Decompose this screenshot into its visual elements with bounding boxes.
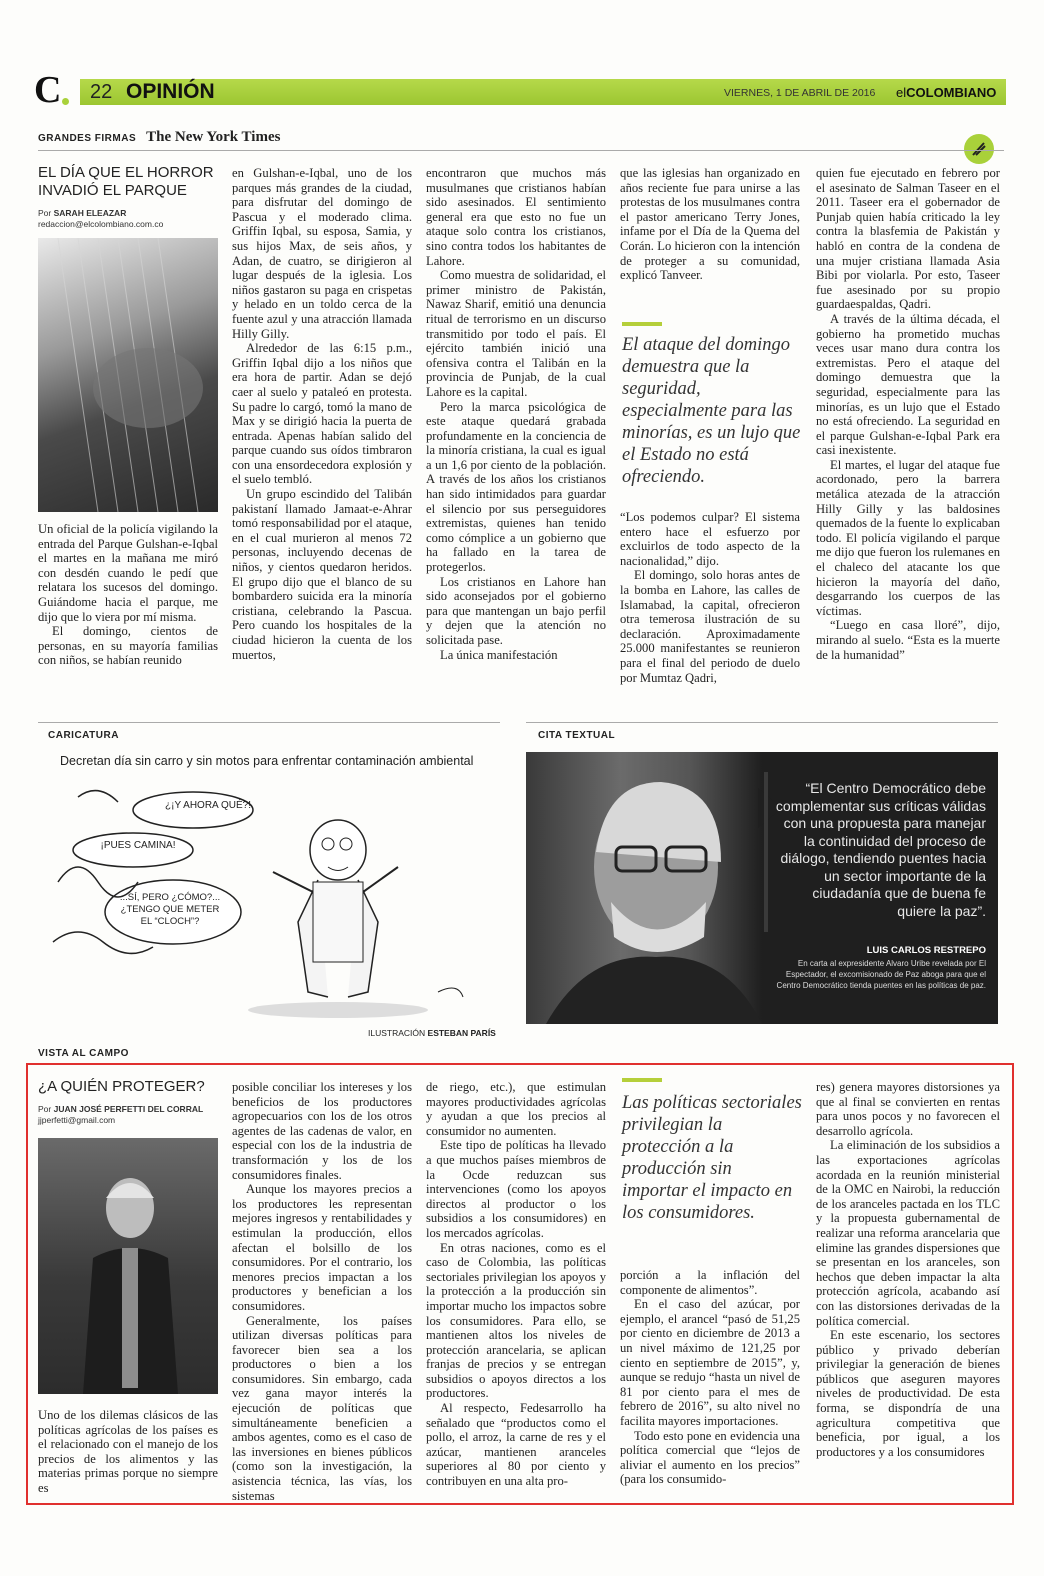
paragraph: Un oficial de la policía vigilando la entrada del Parque Gulshan-e-Iqbal el martes en la mañana me miró con desdén cuando le pedí que relatara los sucesos del domingo. Guiándome hacia el parque, me dijo que lo viera por mí misma.	[38, 522, 218, 624]
restrepo-portrait	[526, 752, 762, 1024]
quote-text: “El Centro Democrático debe complementar sus críticas válidas con una propuesta para manejar la continuidad del proceso de diálogo, tendiendo puentes hacia un sector importante de la ciudadanía que de buena fe quiere la paz”.	[775, 780, 986, 919]
page-number: 22	[90, 81, 113, 103]
bubble-text-2: ¡PUES CAMINA!	[100, 840, 176, 851]
paragraph: Este tipo de políticas ha llevado a que muchos países miembros de la Ocde reduzcan sus intervenciones (como los apoyos directos al productor o los subsidios a los consumidores) en los mercados agrícolas.	[426, 1138, 606, 1240]
byline-author: SARAH ELEAZAR	[53, 208, 127, 218]
paper-name	[896, 85, 996, 100]
bottom-col-5	[816, 1080, 1000, 1459]
bottom-headline: ¿A QUIÉN PROTEGER?	[38, 1078, 205, 1095]
paragraph: Todo esto pone en evidencia una política comercial que “lejos de aliviar el aumento en los precios” (para los consumido-	[620, 1428, 800, 1487]
paragraph: La eliminación de los subsidios a las exportaciones agrícolas acordada en la reunión ministerial de la OMC en Nairobi, la reducción de los aranceles pactada en los TLC y la propuesta gubernamental de realizar una reforma arancelaria que elimine las grandes dispersiones que se presentan en los aranceles, son hechos que deben impactar la alta protección agrícola, acabando así con las distorsiones derivadas de la política comercial.	[816, 1138, 1000, 1328]
mid-rule-left	[38, 722, 500, 723]
paragraph: quien fue ejecutado en febrero por el asesinato de Salman Taseer en el 2011. Taseer era el gobernador de Punjab quien había criticado la ley contra la blasfemia de Pakistán y habló en contra de la condena de una mujer cristiana llamada Asia Bibi por violarla. Por esto, Taseer fue asesinado por su propio guardaespaldas, Qadri.	[816, 166, 1000, 312]
caricature-label: CARICATURA	[48, 730, 119, 741]
paragraph: que las iglesias han organizado en años reciente fue para unirse a las protestas de los musulmanes contra el pastor americano Terry Jones, infame por el Día de la Quema del Corán. Lo hicieron con la intención de proteger a su comunidad, explicó Tanveer.	[620, 166, 800, 283]
pull-quote-rule	[622, 1078, 662, 1082]
paper-prefix: el	[896, 85, 907, 100]
partner-logo: The New York Times	[146, 129, 281, 145]
section-title: OPINIÓN	[126, 80, 215, 103]
byline-email: jjperfetti@gmail.com	[38, 1115, 116, 1125]
paragraph: En este escenario, los sectores público y privado deberían privilegiar la generación de bienes públicos que aseguren mayores niveles de productividad. De esta forma, se dispondría de una agricultura competitiva que beneficia, por igual, a los productores y a los consumidores	[816, 1328, 1000, 1459]
top-col-5	[816, 166, 1000, 662]
paragraph: porción a la inflación del componente de alimentos”.	[620, 1268, 800, 1297]
byline-prefix: Por	[38, 1104, 52, 1114]
top-col-3	[426, 166, 606, 662]
byline-email: redaccion@elcolombiano.com.co	[38, 219, 164, 229]
masthead-date: VIERNES, 1 DE ABRIL DE 2016	[724, 87, 876, 99]
masthead	[34, 69, 1006, 111]
paper-title: COLOMBIANO	[906, 85, 997, 100]
credit-name: ESTEBAN PARÍS	[427, 1028, 496, 1038]
top-byline	[38, 208, 228, 230]
paragraph: en Gulshan-e-Iqbal, uno de los parques más grandes de la ciudad, para disfrutar del domingo de Pascua y el moderado clima. Griffin Iqbal, su esposa, Samia, y sus hijos Max, de seis años, y Adan, de cuatro, se dirigieron al lugar después de la iglesia. Los niños gastaron su paga en crispetas y helado en un toldo cerca de la fuente azul y una atracción llamada Hilly Gilly.	[232, 166, 412, 341]
paragraph: La única manifestación	[440, 647, 558, 662]
bottom-col-1	[38, 1408, 218, 1496]
quote-box	[526, 752, 998, 1024]
paragraph: Pero la marca psicológica de este ataque quedará grabada profundamente en la conciencia de la minoría cristiana, la cual es igual a un 1,6 por ciento de la población. A través de los años los cristianos han sido intimidados para guardar el silencio por sus perseguidores extremistas, quienes han tenido como cómplice a un gobierno que ha fallado en la tarea de protegerlos.	[426, 399, 606, 575]
caricature-title: Decretan día sin carro y sin motos para enfrentar contaminación ambiental	[60, 754, 474, 768]
paragraph: Alrededor de las 6:15 p.m., Griffin Iqbal dijo a los niños que era hora de partir. Adan se dejó caer al suelo y pataleó en protesta. Su padre lo cargó, tomó la mano de Max y se dirigió hacia la puerta de entrada. Apenas habían salido del parque cuando sus oídos timbraron con una ensordecedora explosión y el suelo tembló.	[232, 341, 412, 487]
quote-caption: En carta al expresidente Alvaro Uribe revelada por El Espectador, el excomisionado de Paz aboga para que el Centro Democrático tienda puentes en las políticas de paz.	[776, 959, 986, 990]
bubble-line: ...SÍ, PERO ¿CÓMO?...	[119, 892, 221, 903]
credit-prefix: ILUSTRACIÓN	[368, 1028, 426, 1038]
bottom-col-3	[426, 1080, 606, 1489]
paragraph: El martes, el lugar del ataque fue acordonado, pero la barrera metálica atezada de la atracción Hilly Gilly y las baldosines quemados de la fuente lo explicaban todo. El policía vigilando el parque me dijo que fueron los rulemanes en el chaleco del atacante los que hicieron la mayoría del daño, desgarrando los cuerpos de las víctimas.	[816, 457, 1000, 618]
nyt-building-photo	[38, 238, 218, 512]
paragraph: res) genera mayores distorsiones ya que al final se convierten en rentas para unos pocos y no favorecen el desarrollo agrícola.	[816, 1080, 1000, 1138]
bottom-section-label: VISTA AL CAMPO	[38, 1048, 129, 1059]
bubble-text-1: ¿¡Y AHORA QUÉ?!	[165, 800, 251, 811]
top-pull-quote: El ataque del domingo demuestra que la seguridad, especialmente para las minorías, es un lujo que el Estado no está ofreciendo.	[622, 335, 801, 487]
bubble-line: EL “CLOCH”?	[140, 916, 200, 927]
paragraph: En otras naciones, como es el caso de Colombia, las políticas sectoriales privilegian los apoyos y la protección a la producción sin importar mucho los impactos sobre los consumidores. Para ello, se mantienen altos los niveles de protección arancelaria, se aplican franjas de precios y se entregan subsidios o apoyos directos a los productores.	[426, 1240, 606, 1401]
bubble-text-3	[100, 892, 240, 928]
paragraph: Aunque los mayores precios a los productores les representan mejores ingresos y rentabilidades y estimulan la producción, ellos afectan el bolsillo de los consumidores. Por el contrario, los menores precios impactan a los productores y benefician a los consumidores.	[232, 1182, 412, 1313]
quote-label: CITA TEXTUAL	[538, 730, 616, 741]
pull-quote-rule	[622, 322, 662, 326]
paragraph: El domingo, cientos de personas, en su mayoría familias con niños, se habían reunido	[38, 624, 218, 668]
paragraph: encontraron que muchos más musulmanes que cristianos habían sido asesinados. El sentimiento general era que esto no fue un ataque solo contra los cristianos, sino contra todos los habitantes de Lahore.	[426, 166, 606, 268]
top-rule	[38, 150, 1004, 151]
top-col-4-bottom	[620, 510, 800, 685]
bottom-byline	[38, 1104, 228, 1126]
bottom-col-4	[620, 1268, 800, 1487]
top-article-kicker	[38, 128, 280, 148]
paragraph: Al respecto, Fedesarrollo ha señalado que “productos como el pollo, el arroz, la carne de res y el azúcar, mantienen aranceles superiores al 80 por ciento y contribuyen en una alta pro-	[426, 1401, 606, 1489]
paragraph: El domingo, solo horas antes de la bomba en Lahore, las calles de Islamabad, la capital, ofrecieron otra temerosa ilustración de su declaración. Aproximadamente 25.000 manifestantes se reunieron para el final del periodo de duelo por Mumtaz Qadri,	[620, 568, 800, 685]
mid-rule-right	[526, 722, 998, 723]
paragraph: posible conciliar los intereses y los beneficios de los productores agropecuarios con los de los otros agentes de las cadenas de valor, en especial con los de la industria de transformación y los de los consumidores finales.	[232, 1080, 412, 1182]
paragraph: En el caso del azúcar, por ejemplo, el arancel “pasó de 51,25 por ciento en diciembre de 2013 a un nivel máximo de 121,25 por ciento en septiembre de 2015”, y, aunque se redujo “hasta un nivel de 81 por ciento para el mes de febrero de 2016”, su alto nivel no facilita mayores importaciones.	[620, 1297, 800, 1428]
paragraph: Como muestra de solidaridad, el primer ministro de Pakistán, Nawaz Sharif, emitió una denuncia ritual de terrorismo en un discurso transmitido por todo el país. El ejército también inició una ofensiva contra el Talibán en la provincia de Punjab, de la cual Lahore es la capital.	[426, 268, 606, 399]
paragraph: Generalmente, los países utilizan diversas políticas para favorecer bien sea a los productores o bien a los consumidores. Sin embargo, cada vez gana mayor interés la ejecución de políticas que simultáneamente beneficien a ambos agentes, como es el caso de las inversiones en bienes públicos (como son la investigación, la asistencia técnica, las vías, los sistemas	[232, 1313, 412, 1503]
caricature-credit	[368, 1028, 496, 1038]
top-headline: EL DÍA QUE EL HORROR INVADIÓ EL PARQUE	[38, 164, 214, 199]
paragraph: Un grupo escindido del Talibán pakistaní llamado Jamaat-e-Ahrar tomó responsabilidad por el ataque, en el cual murieron al menos 72 personas, incluyendo decenas de niños, y cientos quedaron heridos. El grupo dijo que el blanco de su bombardero suicida era la minoría cristiana, celebrando la Pascua. Pero cuando los hospitales de la ciudad hicieron la cuenta de los muertos,	[232, 487, 412, 662]
paragraph: de riego, etc.), que estimulan mayores productividades agrícolas y ayudan a que los precios al consumidor no aumenten.	[426, 1080, 606, 1138]
paragraph: “Los podemos culpar? El sistema entero hace el esfuerzo por excluirlos de todo aspecto de la nacionalidad,” dijo.	[620, 510, 800, 568]
byline-prefix: Por	[38, 208, 52, 218]
byline-author: JUAN JOSÉ PERFETTI DEL CORRAL	[53, 1104, 204, 1114]
paragraph: Los cristianos en Lahore han sido aconsejados por el gobierno para que mantengan un bajo perfil y dejen que la atención no solicitada pase.	[426, 574, 606, 647]
pen-icon	[964, 134, 994, 164]
logo-dot	[62, 98, 69, 105]
paragraph: Uno de los dilemas clásicos de las políticas agrícolas de los países es el relacionado con el manejo de los precios de los alimentos y las materias primas porque no siempre es	[38, 1408, 218, 1495]
bottom-pull-quote: Las políticas sectoriales privilegian la protección a la producción sin importar el impacto en los consumidores.	[622, 1093, 802, 1223]
top-col-1	[38, 522, 218, 668]
kicker-label: GRANDES FIRMAS	[38, 133, 137, 144]
top-col-2	[232, 166, 412, 662]
quote-bar	[764, 772, 768, 932]
paragraph: A través de la última década, el gobierno ha prometido muchas veces usar mano dura contra los extremistas. Pero el ataque del domingo demuestra que la seguridad, especialmente para las minorías, es un lujo que el Estado no está ofreciendo. La seguridad en el parque Gulshan-e-Iqbal Park era casi inexistente.	[816, 311, 1000, 458]
paragraph: “Luego en casa lloré”, dijo, mirando al suelo. “Esta es la muerte de la humanidad”	[816, 618, 1000, 662]
masthead-logo: C	[34, 69, 62, 111]
top-col-4-top	[620, 166, 800, 283]
author-photo	[38, 1138, 218, 1394]
bubble-line: ¿TENGO QUE METER	[120, 904, 220, 915]
quote-name: LUIS CARLOS RESTREPO	[866, 945, 986, 956]
bottom-col-2	[232, 1080, 412, 1503]
